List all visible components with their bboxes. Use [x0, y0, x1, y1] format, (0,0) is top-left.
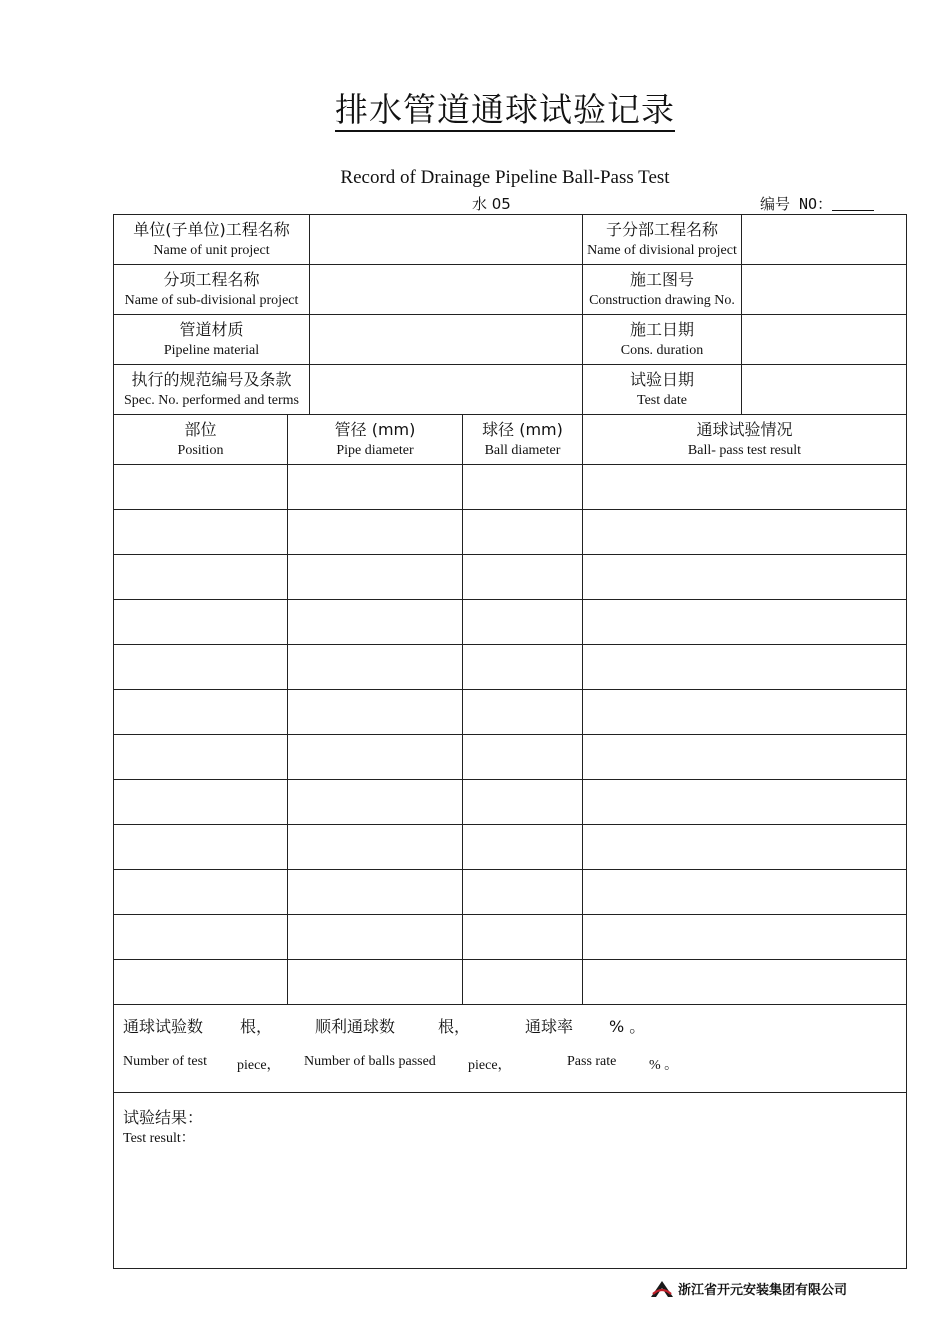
info-value-cell[interactable] — [310, 365, 583, 415]
info-value-cell[interactable] — [742, 215, 907, 265]
test-result-cell[interactable] — [583, 870, 907, 915]
ball-diameter-cell[interactable] — [463, 780, 583, 825]
pipe-diameter-cell[interactable] — [288, 690, 463, 735]
position-cell[interactable] — [114, 465, 288, 510]
test-result-cell[interactable] — [583, 510, 907, 555]
position-cell[interactable] — [114, 600, 288, 645]
info-label: 管道材质 Pipeline material — [114, 315, 310, 365]
info-row — [114, 215, 907, 265]
info-row — [114, 315, 907, 365]
stats-unit-label: piece， — [237, 1057, 281, 1073]
test-result-cell[interactable] — [583, 465, 907, 510]
info-label: 执行的规范编号及条款 Spec. No. performed and terms — [114, 365, 310, 415]
pipe-diameter-cell[interactable] — [288, 915, 463, 960]
company-name: 浙江省开元安装集团有限公司 — [678, 1283, 848, 1298]
position-cell[interactable] — [114, 555, 288, 600]
info-label: 施工图号 Construction drawing No. — [583, 265, 742, 315]
position-cell[interactable] — [114, 825, 288, 870]
table-row — [114, 915, 907, 960]
position-cell[interactable] — [114, 915, 288, 960]
stats-cell — [114, 1005, 907, 1093]
stats-unit-label: 根， — [438, 1016, 471, 1036]
stats-tests-label: Number of test — [123, 1053, 207, 1069]
test-result-cell[interactable] — [583, 690, 907, 735]
table-row — [114, 600, 907, 645]
column-header-position: 部位 Position — [114, 415, 288, 465]
column-header-ball-diameter: 球径 (mm) Ball diameter — [463, 415, 583, 465]
pipe-diameter-cell[interactable] — [288, 555, 463, 600]
pipe-diameter-cell[interactable] — [288, 510, 463, 555]
ball-diameter-cell[interactable] — [463, 690, 583, 735]
test-result-cell[interactable] — [583, 960, 907, 1005]
table-row — [114, 555, 907, 600]
test-result-cell[interactable] — [583, 645, 907, 690]
stats-row — [114, 1005, 907, 1093]
stats-percent-label: % 。 — [649, 1057, 679, 1073]
ball-diameter-cell[interactable] — [463, 510, 583, 555]
info-value-cell[interactable] — [742, 315, 907, 365]
ball-diameter-cell[interactable] — [463, 960, 583, 1005]
position-cell[interactable] — [114, 690, 288, 735]
stats-line-en — [123, 1054, 906, 1084]
result-cell[interactable] — [114, 1093, 907, 1269]
ball-diameter-cell[interactable] — [463, 825, 583, 870]
test-result-cell[interactable] — [583, 780, 907, 825]
column-header-test-result: 通球试验情况 Ball- pass test result — [583, 415, 907, 465]
pipe-diameter-cell[interactable] — [288, 780, 463, 825]
info-label: 试验日期 Test date — [583, 365, 742, 415]
ball-diameter-cell[interactable] — [463, 735, 583, 780]
stats-rate-label: Pass rate — [567, 1053, 617, 1069]
position-cell[interactable] — [114, 645, 288, 690]
pipe-diameter-cell[interactable] — [288, 870, 463, 915]
column-header-pipe-diameter: 管径 (mm) Pipe diameter — [288, 415, 463, 465]
pipe-diameter-cell[interactable] — [288, 600, 463, 645]
document-title: 排水管道通球试验记录 — [0, 84, 950, 131]
ball-diameter-cell[interactable] — [463, 555, 583, 600]
stats-rate-label: 通球率 — [525, 1016, 574, 1036]
stats-passed-label: Number of balls passed — [304, 1053, 436, 1069]
stats-line-zh — [123, 1014, 906, 1044]
stats-unit-label: 根， — [240, 1016, 273, 1036]
record-number: 编号 NO： — [760, 193, 874, 214]
result-row — [114, 1093, 907, 1269]
stats-unit-label: piece， — [468, 1057, 512, 1073]
pipe-diameter-cell[interactable] — [288, 465, 463, 510]
info-row — [114, 365, 907, 415]
ball-diameter-cell[interactable] — [463, 465, 583, 510]
info-label: 单位(子单位)工程名称 Name of unit project — [114, 215, 310, 265]
footer — [650, 1279, 847, 1298]
test-result-cell[interactable] — [583, 735, 907, 780]
test-result-cell[interactable] — [583, 555, 907, 600]
table-row — [114, 870, 907, 915]
pipe-diameter-cell[interactable] — [288, 735, 463, 780]
ball-diameter-cell[interactable] — [463, 645, 583, 690]
table-row — [114, 780, 907, 825]
column-header-row — [114, 415, 907, 465]
pipe-diameter-cell[interactable] — [288, 825, 463, 870]
record-number-blank[interactable] — [832, 196, 874, 211]
info-label: 施工日期 Cons. duration — [583, 315, 742, 365]
info-label: 子分部工程名称 Name of divisional project — [583, 215, 742, 265]
table-row — [114, 645, 907, 690]
result-label-en: Test result： — [123, 1131, 195, 1146]
position-cell[interactable] — [114, 870, 288, 915]
position-cell[interactable] — [114, 735, 288, 780]
info-value-cell[interactable] — [310, 315, 583, 365]
test-result-cell[interactable] — [583, 600, 907, 645]
ball-diameter-cell[interactable] — [463, 915, 583, 960]
pipe-diameter-cell[interactable] — [288, 960, 463, 1005]
company-logo-icon — [650, 1280, 674, 1298]
stats-passed-label: 顺利通球数 — [315, 1016, 396, 1036]
position-cell[interactable] — [114, 510, 288, 555]
stats-percent-label: % 。 — [609, 1016, 646, 1036]
form-code: 水 05 — [472, 195, 511, 213]
stats-tests-label: 通球试验数 — [123, 1016, 204, 1036]
ball-diameter-cell[interactable] — [463, 870, 583, 915]
info-value-cell[interactable] — [742, 265, 907, 315]
record-table — [113, 214, 907, 1269]
table-row — [114, 510, 907, 555]
result-label-zh: 试验结果： — [123, 1108, 204, 1127]
info-value-cell[interactable] — [310, 215, 583, 265]
info-label: 分项工程名称 Name of sub-divisional project — [114, 265, 310, 315]
test-result-cell[interactable] — [583, 825, 907, 870]
info-value-cell[interactable] — [310, 265, 583, 315]
table-row — [114, 735, 907, 780]
info-row — [114, 265, 907, 315]
table-row — [114, 690, 907, 735]
info-value-cell[interactable] — [742, 365, 907, 415]
ball-diameter-cell[interactable] — [463, 600, 583, 645]
position-cell[interactable] — [114, 780, 288, 825]
test-result-cell[interactable] — [583, 915, 907, 960]
position-cell[interactable] — [114, 960, 288, 1005]
pipe-diameter-cell[interactable] — [288, 645, 463, 690]
table-row — [114, 960, 907, 1005]
document-subtitle: Record of Drainage Pipeline Ball-Pass Test — [340, 167, 670, 188]
table-row — [114, 465, 907, 510]
table-row — [114, 825, 907, 870]
